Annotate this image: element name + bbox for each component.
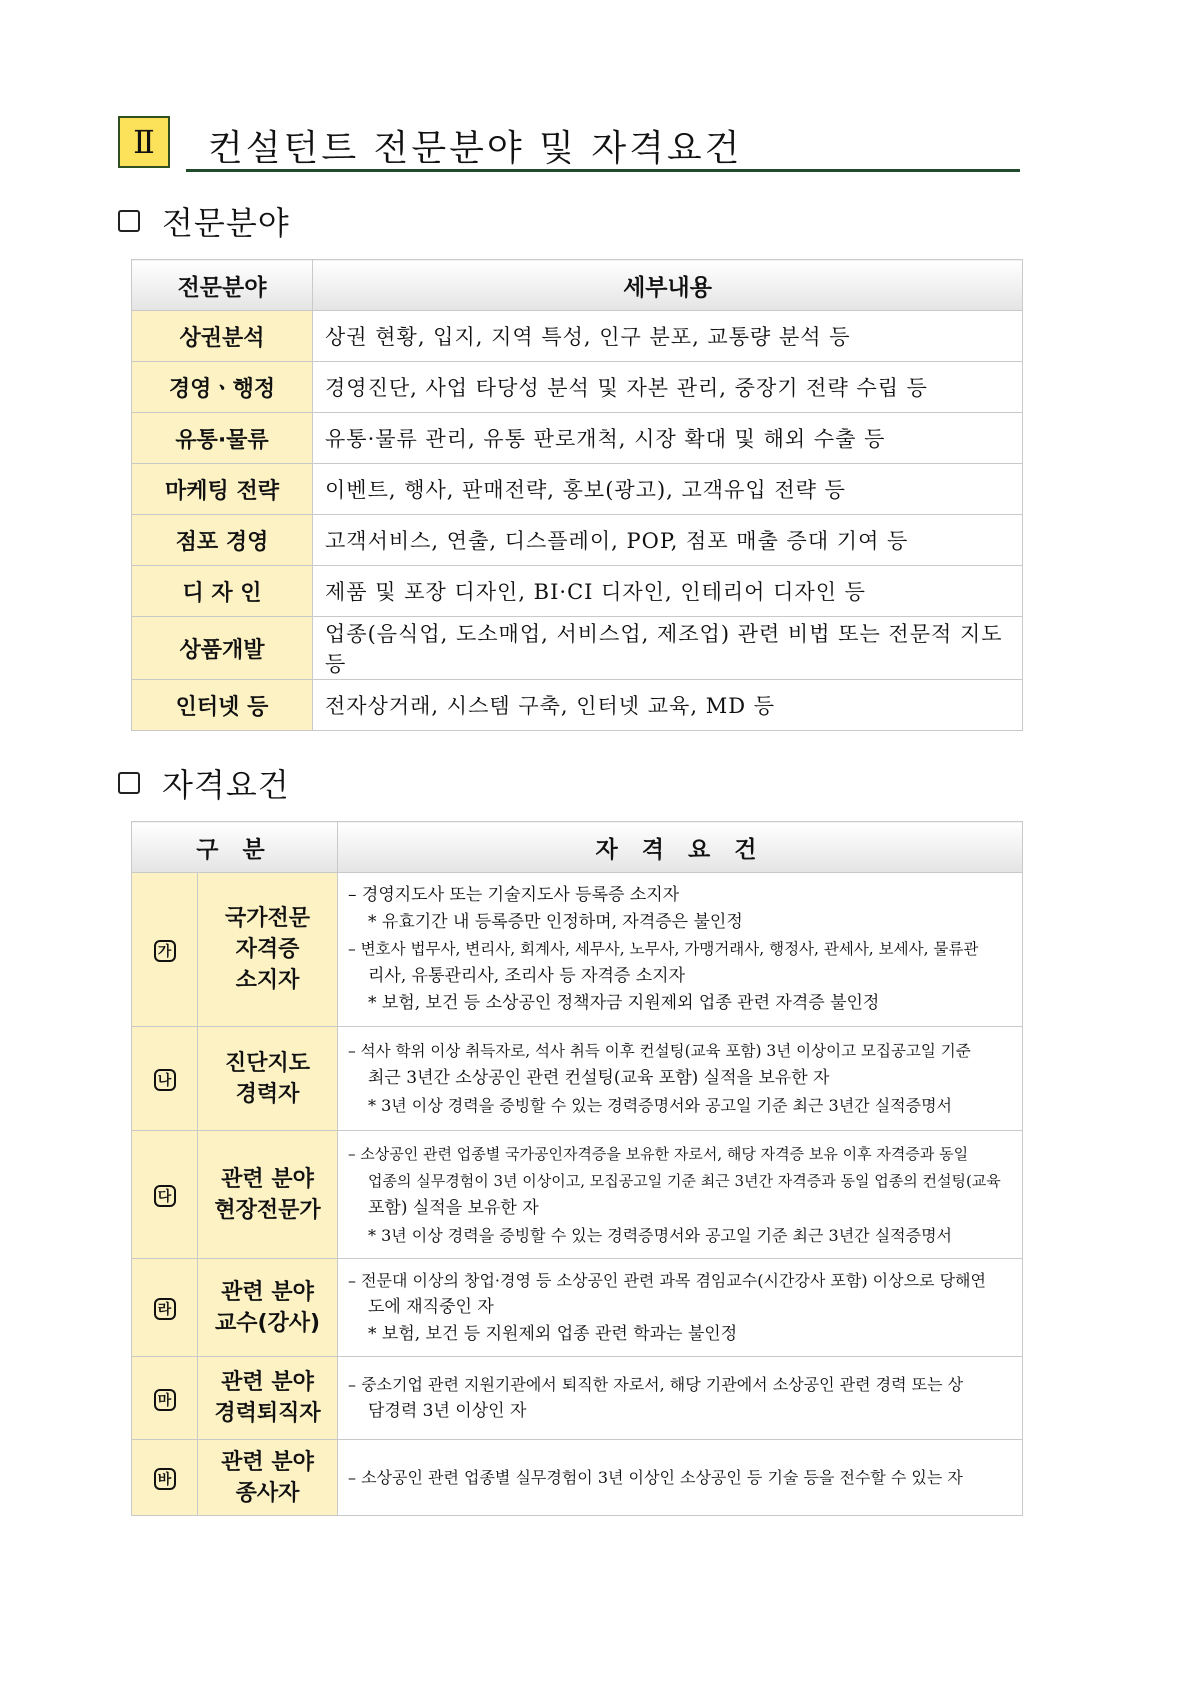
column-header: 세부내용 (313, 260, 1023, 311)
requirement-cell (338, 1131, 1023, 1259)
category-cell: 디 자 인 (132, 566, 313, 617)
detail-cell: 이벤트, 행사, 판매전략, 홍보(광고), 고객유입 전략 등 (313, 464, 1023, 515)
note-line: * 유효기간 내 등록증만 인정하며, 자격증은 불인정 (368, 912, 743, 932)
table-row (132, 515, 1023, 566)
note-line: * 보험, 보건 등 소상공인 정책자금 지원제외 업종 관련 자격증 불인정 (368, 993, 880, 1013)
requirement-line: – 중소기업 관련 지원기관에서 퇴직한 자로서, 해당 기관에서 소상공인 관련 경력 또는 상 (348, 1375, 964, 1394)
category-line: 관련 분야 (221, 1370, 314, 1395)
category-line: 소지자 (235, 968, 300, 993)
detail-cell: 전자상거래, 시스템 구축, 인터넷 교육, MD 등 (313, 680, 1023, 731)
table-header-row (132, 822, 1023, 873)
requirement-line: 담경력 3년 이상인 자 (368, 1401, 527, 1421)
column-header: 전문분야 (132, 260, 313, 311)
checkbox-icon (118, 210, 140, 232)
section-title-text: 전문분야 (162, 204, 290, 242)
requirement-line: 리사, 유통관리사, 조리사 등 자격증 소지자 (368, 966, 686, 986)
requirement-line: – 변호사 법무사, 변리사, 회계사, 세무사, 노무사, 가맹거래사, 행정사, 관세사, 보세사, 물류관 (348, 940, 979, 958)
category-line: 현장전문가 (214, 1197, 321, 1223)
requirement-line: – 경영지도사 또는 기술지도사 등록증 소지자 (348, 885, 680, 905)
requirement-line: 포함) 실적을 보유한 자 (368, 1197, 539, 1218)
column-header: 구 분 (132, 822, 338, 873)
category-line: 경력자 (235, 1081, 300, 1107)
requirement-line: – 석사 학위 이상 취득자로, 석사 취득 이후 컨설팅(교육 포함) 3년 이상이고 모집공고일 기준 (348, 1042, 971, 1060)
marker-cell (132, 1131, 198, 1259)
requirement-cell (338, 873, 1023, 1027)
requirement-line: – 소상공인 관련 업종별 국가공인자격증을 보유한 자로서, 해당 자격증 보유 이후 자격증과 동일 (348, 1144, 969, 1163)
detail-cell: 유통·물류 관리, 유통 판로개척, 시장 확대 및 해외 수출 등 (313, 413, 1023, 464)
requirement-line: 도에 재직중인 자 (368, 1297, 494, 1317)
table-row (132, 1357, 1023, 1440)
note-line: * 3년 이상 경력을 증빙할 수 있는 경력증명서와 공고일 기준 최근 3년간 실적증명서 (368, 1225, 952, 1245)
category-cell (198, 1440, 338, 1516)
category-line: 종사자 (235, 1480, 300, 1506)
marker-cell (132, 1027, 198, 1131)
note-line: * 보험, 보건 등 지원제외 업종 관련 학과는 불인정 (368, 1324, 738, 1344)
category-cell: 유통·물류 (132, 413, 313, 464)
requirement-cell (338, 1440, 1023, 1516)
category-cell (198, 1027, 338, 1131)
table-row (132, 1131, 1023, 1259)
circled-letter-icon: 나 (154, 1069, 176, 1091)
table-row (132, 566, 1023, 617)
page-heading (118, 116, 1020, 172)
category-line: 진단지도 (224, 1050, 310, 1076)
table-row (132, 1259, 1023, 1357)
page-title: 컨설턴트 전문분야 및 자격요건 (208, 128, 743, 169)
checkbox-icon (118, 772, 140, 794)
category-line: 관련 분야 (221, 1166, 314, 1192)
category-cell: 마케팅 전략 (132, 464, 313, 515)
requirement-cell (338, 1259, 1023, 1357)
category-line: 관련 분야 (221, 1279, 314, 1305)
requirement-cell (338, 1027, 1023, 1131)
category-line: 관련 분야 (221, 1449, 314, 1475)
category-cell: 점포 경영 (132, 515, 313, 566)
category-line: 경력퇴직자 (214, 1401, 321, 1426)
category-cell: 경영ㆍ행정 (132, 362, 313, 413)
requirement-cell (338, 1357, 1023, 1440)
table-row (132, 1440, 1023, 1516)
table-row (132, 362, 1023, 413)
category-cell (198, 1131, 338, 1259)
detail-cell: 경영진단, 사업 타당성 분석 및 자본 관리, 중장기 전략 수립 등 (313, 362, 1023, 413)
section-title-expertise (118, 198, 290, 244)
category-cell: 상품개발 (132, 617, 313, 680)
table-row (132, 311, 1023, 362)
marker-cell (132, 873, 198, 1027)
circled-letter-icon: 가 (154, 940, 176, 962)
requirement-line: – 소상공인 관련 업종별 실무경험이 3년 이상인 소상공인 등 기술 등을 전수할 수 있는 자 (348, 1468, 963, 1487)
requirement-line: – 전문대 이상의 창업·경영 등 소상공인 관련 과목 겸임교수(시간강사 포함) 이상으로 당해연 (348, 1271, 986, 1290)
marker-cell (132, 1440, 198, 1516)
marker-cell (132, 1259, 198, 1357)
category-cell (198, 873, 338, 1027)
table-row (132, 617, 1023, 680)
detail-cell: 제품 및 포장 디자인, BI·CI 디자인, 인테리어 디자인 등 (313, 566, 1023, 617)
circled-letter-icon: 다 (154, 1185, 176, 1207)
table-row (132, 413, 1023, 464)
category-cell (198, 1357, 338, 1440)
requirement-line: 업종의 실무경험이 3년 이상이고, 모집공고일 기준 최근 3년간 자격증과 동일 업종의 컨설팅(교육 (368, 1171, 1001, 1190)
expertise-table (131, 259, 1023, 731)
table-row (132, 1027, 1023, 1131)
detail-cell: 업종(음식업, 도소매업, 서비스업, 제조업) 관련 비법 또는 전문적 지도 등 (313, 617, 1023, 680)
category-cell: 상권분석 (132, 311, 313, 362)
table-row (132, 873, 1023, 1027)
section-title-qualifications (118, 760, 290, 806)
note-line: * 3년 이상 경력을 증빙할 수 있는 경력증명서와 공고일 기준 최근 3년간 실적증명서 (368, 1096, 952, 1115)
requirement-line: 최근 3년간 소상공인 관련 컨설팅(교육 포함) 실적을 보유한 자 (368, 1068, 830, 1088)
table-row (132, 680, 1023, 731)
circled-letter-icon: 라 (154, 1298, 176, 1320)
circled-letter-icon: 바 (154, 1468, 176, 1490)
section-title-text: 자격요건 (162, 766, 290, 804)
marker-cell (132, 1357, 198, 1440)
category-cell (198, 1259, 338, 1357)
table-header-row (132, 260, 1023, 311)
circled-letter-icon: 마 (154, 1389, 176, 1411)
title-underline (186, 169, 1020, 172)
category-cell: 인터넷 등 (132, 680, 313, 731)
detail-cell: 상권 현황, 입지, 지역 특성, 인구 분포, 교통량 분석 등 (313, 311, 1023, 362)
category-line: 자격증 (235, 937, 300, 962)
category-line: 교수(강사) (214, 1310, 321, 1336)
table-row (132, 464, 1023, 515)
section-number-badge: Ⅱ (118, 116, 170, 168)
qualifications-table (131, 821, 1023, 1516)
column-header: 자 격 요 건 (338, 822, 1023, 873)
category-line: 국가전문 (224, 906, 310, 931)
detail-cell: 고객서비스, 연출, 디스플레이, POP, 점포 매출 증대 기여 등 (313, 515, 1023, 566)
